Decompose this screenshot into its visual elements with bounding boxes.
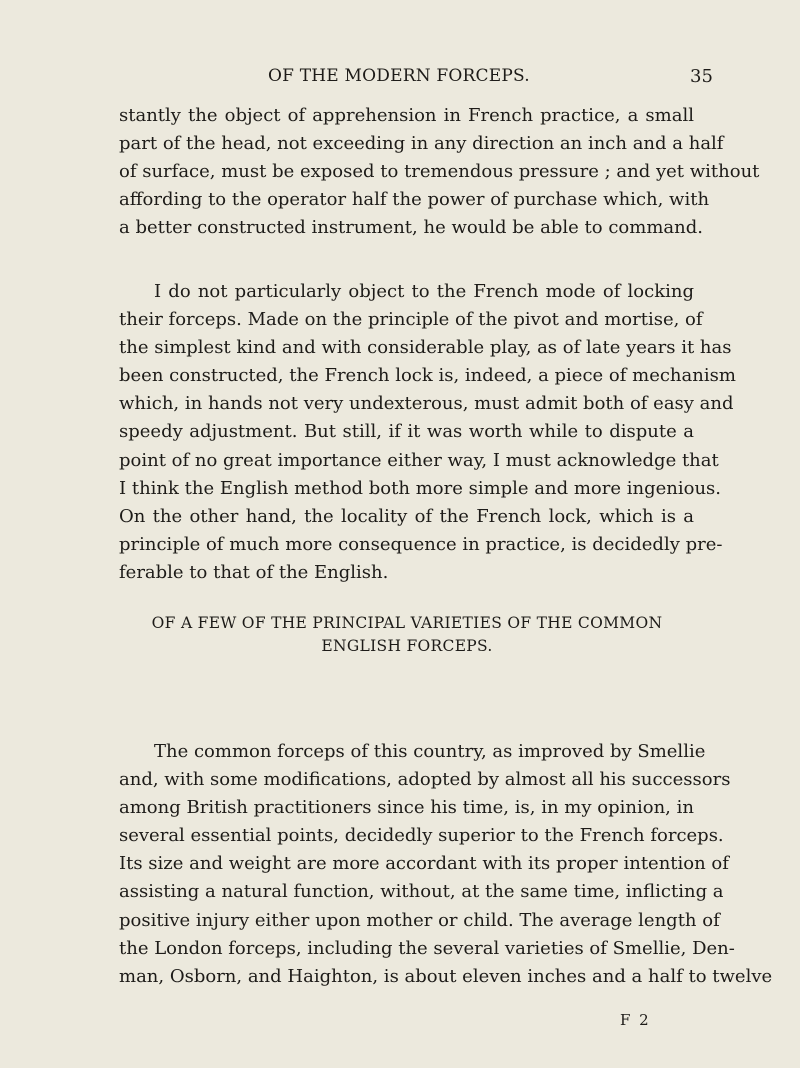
text-line: The common forceps of this country, as improved by Smellie bbox=[154, 741, 706, 762]
text-line: assisting a natural function, without, at the same time, inflicting a bbox=[119, 881, 724, 903]
text-line: principle of much more consequence in practice, is decidedly pre- bbox=[119, 533, 723, 555]
paragraph-english-forceps bbox=[119, 738, 773, 991]
text-line: been constructed, the French lock is, indeed, a piece of mechanism bbox=[119, 365, 736, 387]
text-line: I do not particularly object to the French mode of locking bbox=[154, 281, 694, 302]
text-line: I think the English method both more simple and more ingenious. bbox=[119, 477, 722, 499]
text-line: man, Osborn, and Haighton, is about eleven inches and a half to twelve bbox=[119, 965, 773, 987]
text-line: affording to the operator half the power of purchase which, with bbox=[119, 189, 710, 211]
text-line: the simplest kind and with considerable play, as of late years it has bbox=[119, 337, 732, 359]
paragraph-french-lock bbox=[119, 278, 736, 587]
text-line: Its size and weight are more accordant with its proper intention of bbox=[119, 853, 729, 875]
text-line: several essential points, decidedly superior to the French forceps. bbox=[119, 825, 724, 847]
text-line: among British practitioners since his time, is, in my opinion, in bbox=[119, 797, 694, 819]
text-line: ferable to that of the English. bbox=[119, 561, 389, 583]
text-line: speedy adjustment. But still, if it was worth while to dispute a bbox=[119, 421, 694, 443]
paragraph-continuation bbox=[119, 102, 760, 242]
section-heading-line: OF A FEW OF THE PRINCIPAL VARIETIES OF THE COMMON bbox=[151, 614, 663, 632]
text-line: point of no great importance either way, I must acknowledge that bbox=[119, 449, 719, 471]
text-line: positive injury either upon mother or child. The average length of bbox=[119, 909, 720, 931]
text-line: which, in hands not very undexterous, must admit both of easy and bbox=[119, 393, 734, 415]
text-line: On the other hand, the locality of the French lock, which is a bbox=[119, 505, 694, 527]
text-line: stantly the object of apprehension in French practice, a small bbox=[119, 105, 694, 126]
text-line: and, with some modifications, adopted by almost all his successors bbox=[119, 769, 731, 791]
text-line: a better constructed instrument, he would be able to command. bbox=[119, 217, 703, 239]
page-number: 35 bbox=[690, 66, 713, 87]
section-heading-line: ENGLISH FORCEPS. bbox=[321, 637, 493, 655]
running-title: OF THE MODERN FORCEPS. bbox=[268, 66, 530, 86]
text-line: the London forceps, including the several varieties of Smellie, Den- bbox=[119, 937, 735, 959]
section-heading bbox=[118, 612, 696, 658]
signature-mark: F 2 bbox=[620, 1011, 651, 1029]
text-line: their forceps. Made on the principle of the pivot and mortise, of bbox=[119, 309, 703, 331]
text-line: part of the head, not exceeding in any direction an inch and a half bbox=[119, 133, 724, 155]
text-line: of surface, must be exposed to tremendous pressure ; and yet without bbox=[119, 161, 760, 183]
